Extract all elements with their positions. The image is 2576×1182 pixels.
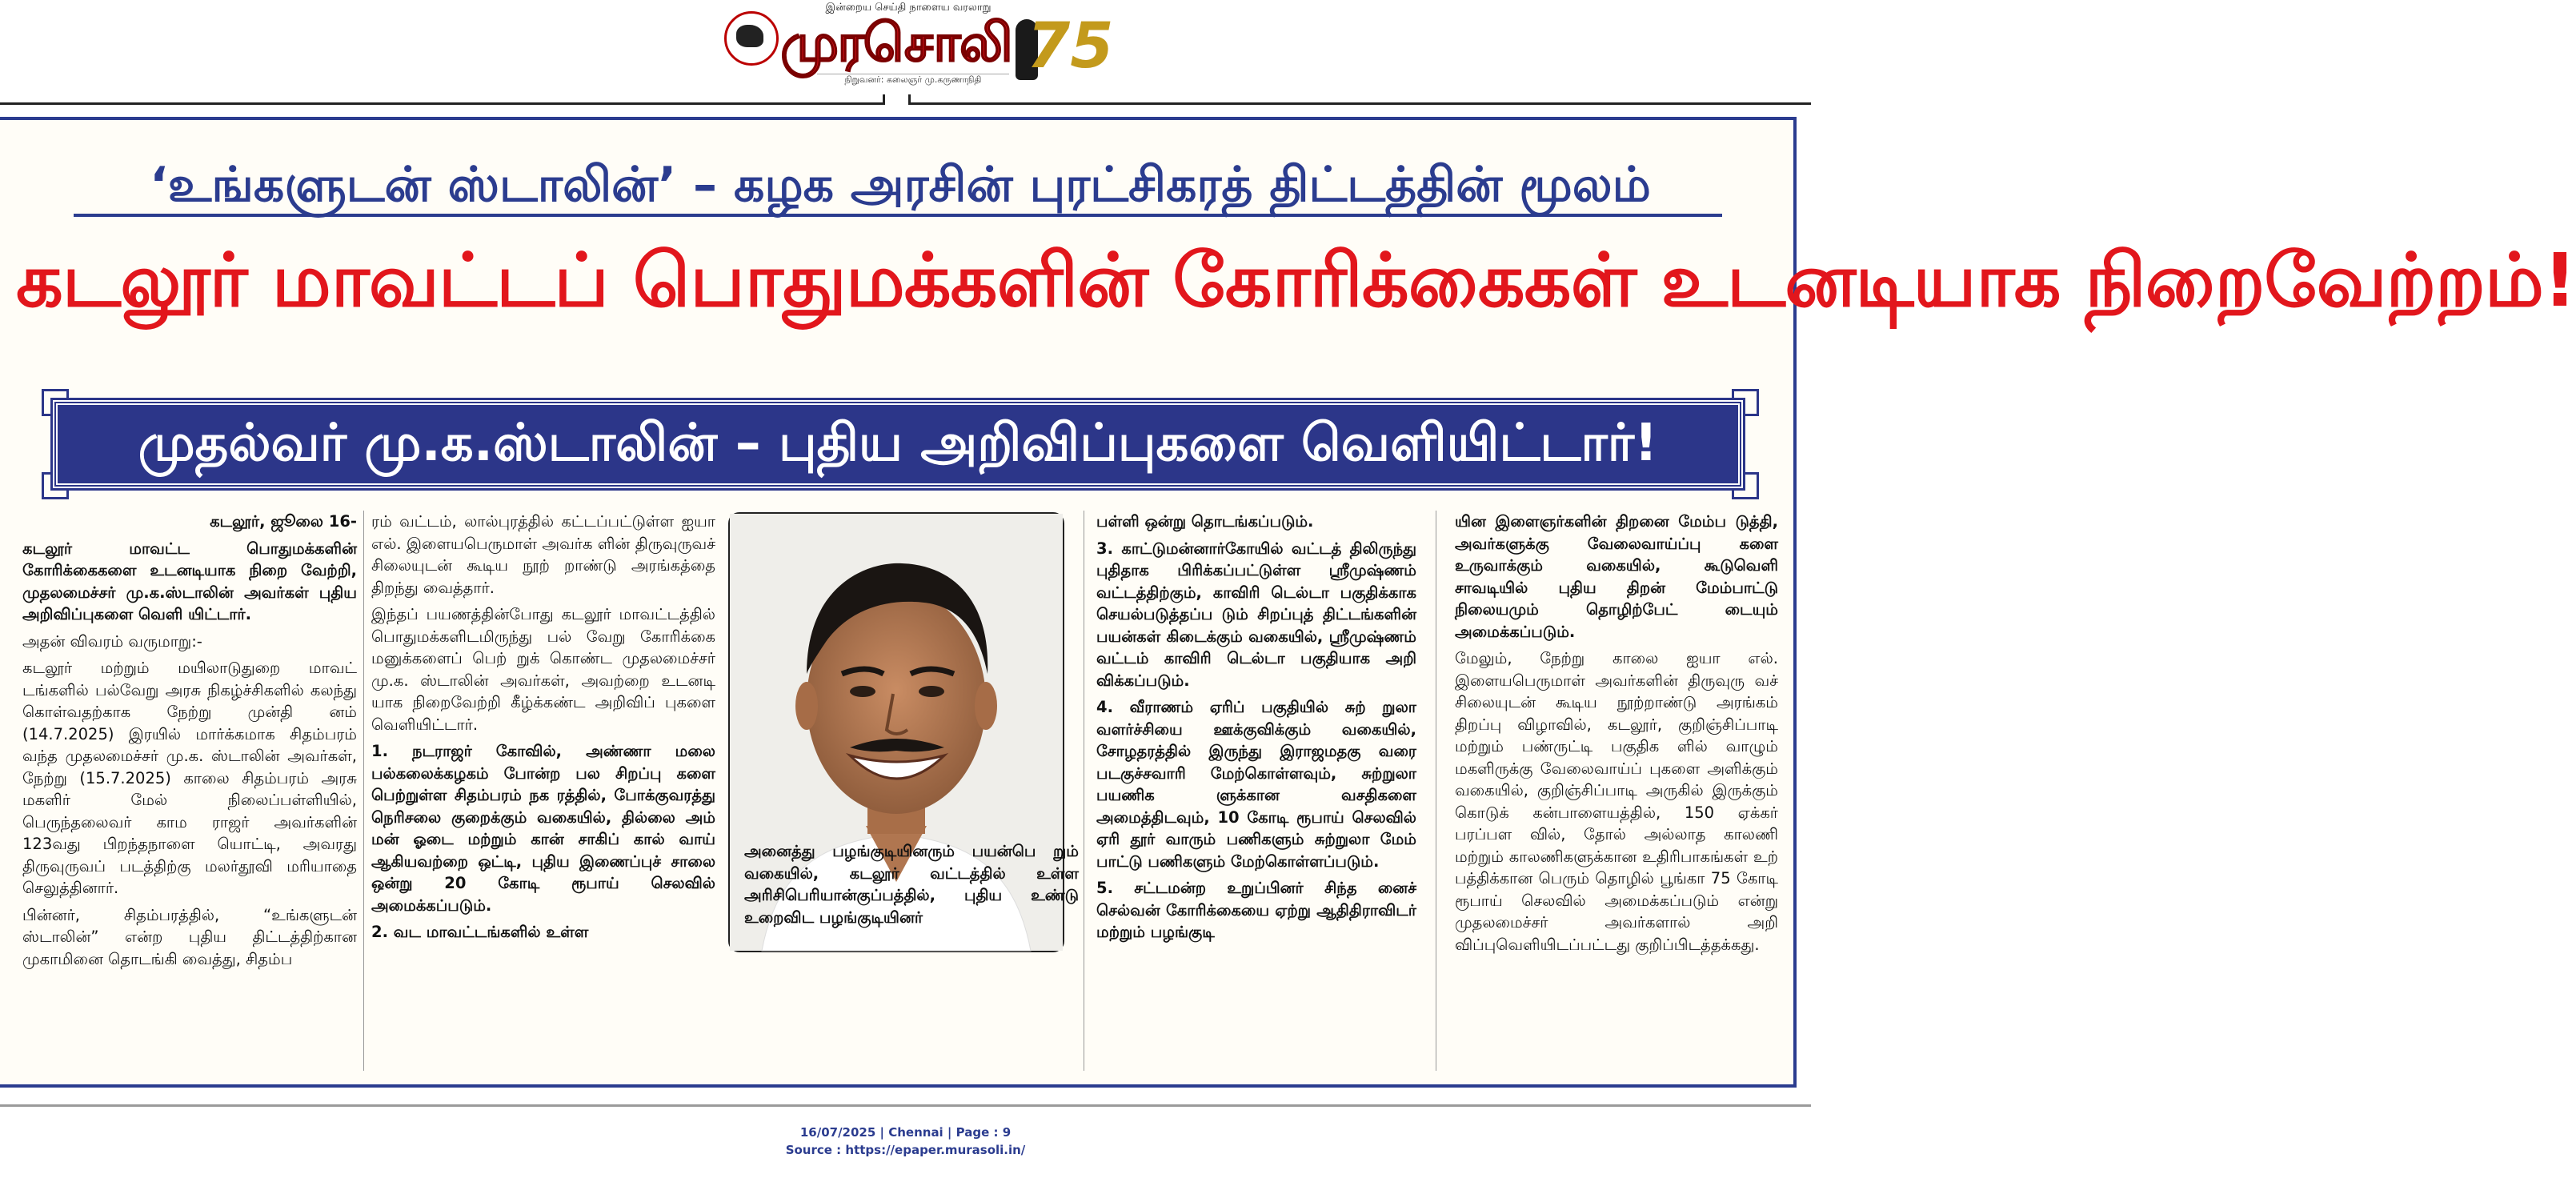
dateline: கடலூர், ஜூலை 16- [210, 512, 357, 531]
newspaper-name: முரசொலி [780, 12, 1012, 74]
masthead-logo [724, 10, 1114, 85]
body-paragraph: பள்ளி ஒன்று தொடங்கப்படும். [1096, 512, 1314, 531]
article-column-4 [1096, 511, 1416, 1071]
party-seal-icon [724, 11, 779, 66]
anniversary-number: 75 [1027, 10, 1114, 82]
footer-rule [0, 1104, 1811, 1107]
article-headline: கடலூர் மாவட்டப் பொதுமக்களின் கோரிக்கைகள் உடனடியாக நிறைவேற்றம்! [16, 238, 2576, 323]
edition-info: 16/07/2025 | Chennai | Page : 9 [799, 1125, 1012, 1140]
body-paragraph: இந்தப் பயணத்தின்போது கடலூர் மாவட்டத்தில் பொதுமக்களிடமிருந்து பல் வேறு கோரிக்கை மனுக்களைப் பெற் றுக் கொண்ட முதலமைச்சர் மு.க. ஸ்டாலின் அவர்கள், அவற்றை உடனடி யாக நிறைவேற்றி கீழ்க்கண்ட அறிவிப் புகளை வெளியிட்டார். [371, 605, 715, 734]
announcement-3: 3. காட்டுமன்னார்கோயில் வட்டத் திலிருந்து புதிதாக பிரிக்கப்பட்டுள்ள ஸ்ரீமுஷ்ணம் வட்டத்திற்கும், காவிரி டெல்டா பகுதிக்காக செயல்படுத்தப்ப டும் சிறப்புத் திட்டங்களின் பயன்கள் கிடைக்கும் வகையில், ஸ்ரீமுஷ்ணம் வட்டம் காவிரி டெல்டா பகுதியாக அறி விக்கப்படும். [1096, 539, 1416, 690]
article-column-2 [371, 511, 715, 1071]
body-paragraph: அதன் விவரம் வருமாறு:- [22, 631, 202, 651]
body-paragraph: பின்னர், சிதம்பரத்தில், “உங்களுடன் ஸ்டாலின்” என்ற புதிய திட்டத்திற்கான முகாமினை தொடங்கி வைத்து, சிதம்ப [22, 905, 357, 968]
lead-paragraph: கடலூர் மாவட்ட பொதுமக்களின் கோரிக்கைகளை உடனடியாக நிறை வேற்றி, முதலமைச்சர் மு.க.ஸ்டாலின் அவர்கள் புதிய அறிவிப்புகளை வெளி யிட்டார். [22, 539, 357, 623]
body-paragraph: கடலூர் மற்றும் மயிலாடுதுறை மாவட் டங்களில் பல்வேறு அரசு நிகழ்ச்சிகளில் கலந்து கொள்வதற்காக நேற்று முன்தி னம் (14.7.2025) இரயில் மார்க்கமாக சிதம்பரம் வந்த முதலமைச்சர் மு.க. ஸ்டாலின் அவர்கள், நேற்று (15.7.2025) காலை சிதம்பரம் அரசு மகளிர் மேல் நிலைப்பள்ளியில், பெருந்தலைவர் காம ராஜர் அவர்களின் 123வது பிறந்தநாளை யொட்டி, அவரது திருவுருவப் படத்திற்கு மலர்தூவி மரியாதை செலுத்தினார். [22, 659, 357, 897]
masthead-tick-left [883, 94, 885, 105]
announcement-5: 5. சட்டமன்ற உறுப்பினர் சிந்த னைச் செல்வன் கோரிக்கையை ஏற்று ஆதிதிராவிடர் மற்றும் பழங்குடி [1096, 879, 1416, 941]
article-frame [0, 117, 2576, 1088]
masthead-rule-right [911, 102, 1811, 105]
subheadline-banner [53, 400, 1743, 488]
source-link[interactable]: Source : https://epaper.murasoli.in/ [785, 1143, 1026, 1157]
article-kicker: ‘உங்களுடன் ஸ்டாலின்’ – கழக அரசின் புரட்சிகரத் திட்டத்தின் மூலம் [150, 157, 1651, 213]
article-column-1 [22, 511, 357, 1071]
column-divider [363, 511, 364, 1071]
article-column-5 [1455, 511, 1778, 1071]
masthead [0, 0, 1811, 106]
body-paragraph: யின இளைஞர்களின் திறனை மேம்ப டுத்தி, அவர்களுக்கு வேலைவாய்ப்பு களை உருவாக்கும் வகையில், கூடுவெளி சாவடியில் புதிய திறன் மேம்பாட்டு நிலையமும் தொழிற்பேட் டையும் அமைக்கப்படும். [1455, 512, 1778, 641]
body-paragraph: ரம் வட்டம், லால்புரத்தில் கட்டப்பட்டுள்ள ஐயா எல். இளையபெருமாள் அவர்க ளின் திருவுருவச் சிலையுடன் கூடிய நூற் றாண்டு அரங்கத்தை திறந்து வைத்தார். [371, 512, 715, 597]
masthead-rule-left [0, 102, 883, 105]
masthead-tagline: இன்றைய செய்தி நாளைய வரலாறு [825, 2, 992, 14]
masthead-founder-line: நிறுவனர்: கலைஞர் மு.கருணாநிதி [817, 74, 1009, 86]
article-column-3 [744, 840, 1079, 1072]
kicker-underline [74, 214, 1722, 217]
body-paragraph: மேலும், நேற்று காலை ஐயா எல். இளையபெருமாள் அவர்களின் திருவுரு வச் சிலையுடன் கூடிய நூற்றாண்டு அரங்கம் திறப்பு விழாவில், கடலூர், குறிஞ்சிப்பாடி மற்றும் பண்ருட்டி பகுதிக ளில் வாழும் மகளிருக்கு வேலைவாய்ப் புகளை அளிக்கும் வகையில், குறிஞ்சிப்பாடி அருகில் இருக்கும் கொடுக் கன்பாளையத்தில், 150 ஏக்கர் பரப்பள வில், தோல் அல்லாத காலணி மற்றும் காலணிகளுக்கான உதிரிபாகங்கள் உற் பத்திக்கான பெரும் தொழில் பூங்கா 75 கோடி ரூபாய் செலவில் அமைக்கப்படும் என்று முதலமைச்சர் அவர்களால் அறி விப்புவெளியிடப்பட்டது குறிப்பிடத்தக்கது. [1455, 649, 1778, 954]
announcement-2: 2. வட மாவட்டங்களில் உள்ள [371, 923, 589, 941]
announcement-4: 4. வீராணம் ஏரிப் பகுதியில் சுற் றுலா வளர்ச்சியை ஊக்குவிக்கும் வகையில், சோழதரத்தில் இருந்து இராஜமதகு வரை படகுச்சவாரி மேற்கொள்ளவும், சுற்றுலா பயணிக ளுக்கான வசதிகளை அமைத்திடவும், 10 கோடி ரூபாய் செலவில் ஏரி தூர் வாரும் பணிகளும் சுற்றுலா மேம் பாட்டு பணிகளும் மேற்கொள்ளப்படும். [1096, 698, 1416, 871]
body-paragraph: அனைத்து பழங்குடியினரும் பயன்பெ றும் வகையில், கடலூர் வட்டத்தில் உள்ள அரிசிபெரியான்குப்பத்தில், புதிய உண்டு உறைவிட பழங்குடியினர் [744, 842, 1079, 927]
announcement-1: 1. நடராஜர் கோவில், அண்ணா மலை பல்கலைக்கழகம் போன்ற பல சிறப்பு களை பெற்றுள்ள சிதம்பரம் நக ரத்தில், போக்குவரத்து நெரிசலை குறைக்கும் வகையில், தில்லை அம் மன் ஓடை மற்றும் கான் சாகிப் கால் வாய் ஆகியவற்றை ஒட்டி, புதிய இணைப்புச் சாலை ஒன்று 20 கோடி ரூபாய் செலவில் அமைக்கப்படும். [371, 742, 715, 915]
subheadline-text: முதல்வர் மு.க.ஸ்டாலின் – புதிய அறிவிப்புகளை வெளியிட்டார்! [138, 414, 1658, 473]
